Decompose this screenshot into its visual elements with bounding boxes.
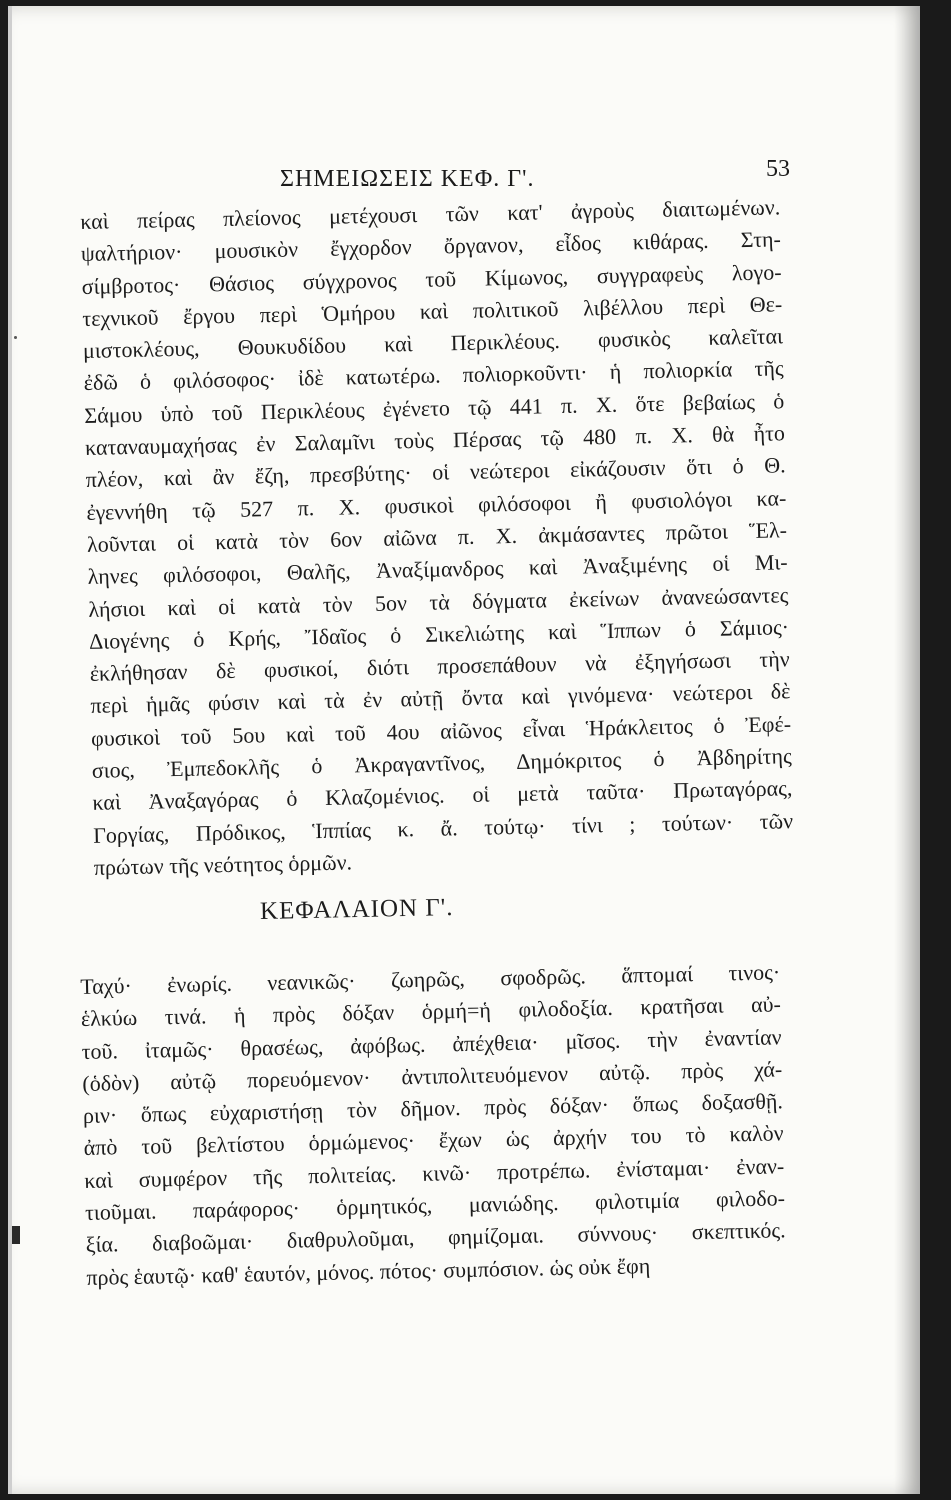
text-line: καὶ συμφέρον τῆς πολιτείας. κινῶ· προτρέπω. ἐνίσταμαι· ἐναν- xyxy=(84,1153,785,1193)
text-line: ψαλτήριον· μουσικὸν ἔγχορδον ὄργανον, εἶδος κιθάρας. Στη- xyxy=(80,226,782,267)
text-line: καὶ Ἀναξαγόρας ὁ Κλαζομένιος. οἱ μετὰ ταῦτα· Πρωταγόρας, xyxy=(92,775,793,816)
chapter-text xyxy=(80,956,787,1294)
text-line: τοῦ. ἰταμῶς· θρασέως, ἀφόβως. ἀπέχθεια· μῖσος. τὴν ἐναντίαν xyxy=(81,1023,782,1064)
text-line: Γοργίας, Πρόδικος, Ἱππίας κ. ἄ. τούτῳ· τίνι ; τούτων· τῶν xyxy=(92,807,794,848)
text-line: μιστοκλέους, Θουκυδίδου καὶ Περικλέους. φυσικὸς καλεῖται xyxy=(82,323,784,364)
scan-speck xyxy=(14,336,17,339)
text-line: λήσιοι καὶ οἱ κατὰ τὸν 5ον τὰ δόγματα ἐκείνων ἀνανεώσαντες xyxy=(88,581,789,622)
text-line: (ὁδὸν) αὐτῷ πορευόμενον· ἀντιπολιτευόμενον αὐτῷ. πρὸς χά- xyxy=(82,1056,783,1096)
book-page xyxy=(8,6,920,1494)
text-line: πλέον, καὶ ἂν ἔζη, πρεσβύτης· οἱ νεώτεροι εἰκάζουσιν ὅτι ὁ Θ. xyxy=(85,452,786,493)
text-line: καὶ πείρας πλείονος μετέχουσι τῶν κατ' ἀγροὺς διαιτωμένων. xyxy=(80,194,781,234)
text-line: σιος, Ἐμπεδοκλῆς ὁ Ἀκραγαντῖνος, Δημόκριτος ὁ Ἀβδηρίτης xyxy=(91,743,792,783)
text-line: Ταχύ· ἐνωρίς. νεανικῶς· ζωηρῶς, σφοδρῶς. ἅπτομαί τινος· xyxy=(80,959,781,999)
text-line: ἐγεννήθη τῷ 527 π. Χ. φυσικοὶ φιλόσοφοι ἢ φυσιολόγοι κα- xyxy=(86,484,787,525)
text-line: ἀπὸ τοῦ βελτίστου ὁρμώμενος· ἔχων ὡς ἀρχήν του τὸ καλὸν xyxy=(83,1120,784,1161)
text-line: ξία. διαβοῶμαι· διαθρυλοῦμαι, φημίζομαι. σύννους· σκεπτικός. xyxy=(85,1217,786,1258)
text-line: ληνες φιλόσοφοι, Θαλῆς, Ἀναξίμανδρος καὶ Ἀναξιμένης οἱ Μι- xyxy=(87,549,788,590)
text-line: πρὸς ἑαυτῷ· καθ' ἑαυτόν, μόνος. πότος· συμπόσιον. ὡς οὐκ ἔφη xyxy=(86,1252,651,1290)
page-right-shadow xyxy=(894,6,920,1494)
text-line: περὶ ἡμᾶς φύσιν καὶ τὰ ἐν αὐτῇ ὄντα καὶ γινόμενα· νεώτεροι δὲ xyxy=(90,678,791,719)
text-line: Διογένης ὁ Κρής, Ἴδαῖος ὁ Σικελιώτης καὶ Ἵππων ὁ Σάμιος· xyxy=(88,614,790,654)
text-line: σίμβροτος· Θάσιος σύγχρονος τοῦ Κίμωνος, συγγραφεὺς λογο- xyxy=(81,258,782,299)
text-line: ἐκλήθησαν δὲ φυσικοί, διότι προσεπάθουν νὰ ἐξηγήσωσι τὴν xyxy=(89,646,790,687)
chapter-heading: ΚΕΦΑΛΑΙΟΝ Γ'. xyxy=(259,893,454,926)
text-line: λοῦνται οἱ κατὰ τὸν 6ον αἰῶνα π. Χ. ἀκμάσαντες πρῶτοι Ἕλ- xyxy=(86,517,788,557)
scan-margin-mark xyxy=(12,1226,20,1244)
page-number: 53 xyxy=(766,156,790,182)
text-line: ἑλκύω τινά. ἡ πρὸς δόξαν ὁρμή=ἡ φιλοδοξία. κρατῆσαι αὐ- xyxy=(80,991,782,1032)
text-line: καταναυμαχήσας ἐν Σαλαμῖνι τοὺς Πέρσας τῷ 480 π. Χ. θὰ ἦτο xyxy=(84,420,786,461)
text-line: τιοῦμαι. παράφορος· ὁρμητικός, μανιώδης. φιλοτιμία φιλοδο- xyxy=(84,1185,786,1226)
page-left-edge xyxy=(8,6,12,1494)
text-line: ριν· ὅπως εὐχαριστήσῃ τὸν δῆμον. πρὸς δόξαν· ὅπως δοξασθῇ. xyxy=(82,1088,784,1129)
running-title: ΣΗΜΕΙΩΣΕΙΣ ΚΕΦ. Γ'. xyxy=(280,166,535,192)
text-line: ἐδῶ ὁ φιλόσοφος· ἰδὲ κατωτέρω. πολιορκοῦντι· ἡ πολιορκία τῆς xyxy=(83,355,784,396)
page-header xyxy=(80,156,790,196)
notes-text xyxy=(80,191,794,884)
text-line: φυσικοὶ τοῦ 5ου καὶ τοῦ 4ου αἰῶνος εἶναι Ἡράκλειτος ὁ Ἐφέ- xyxy=(90,710,792,751)
text-line: Σάμου ὑπὸ τοῦ Περικλέους ἐγένετο τῷ 441 π. Χ. ὅτε βεβαίως ὁ xyxy=(84,388,785,428)
text-line: τεχνικοῦ ἔργου περὶ Ὁμήρου καὶ πολιτικοῦ λιβέλλου περὶ Θε- xyxy=(82,291,783,331)
text-line: πρώτων τῆς νεότητος ὁρμῶν. xyxy=(93,849,353,880)
